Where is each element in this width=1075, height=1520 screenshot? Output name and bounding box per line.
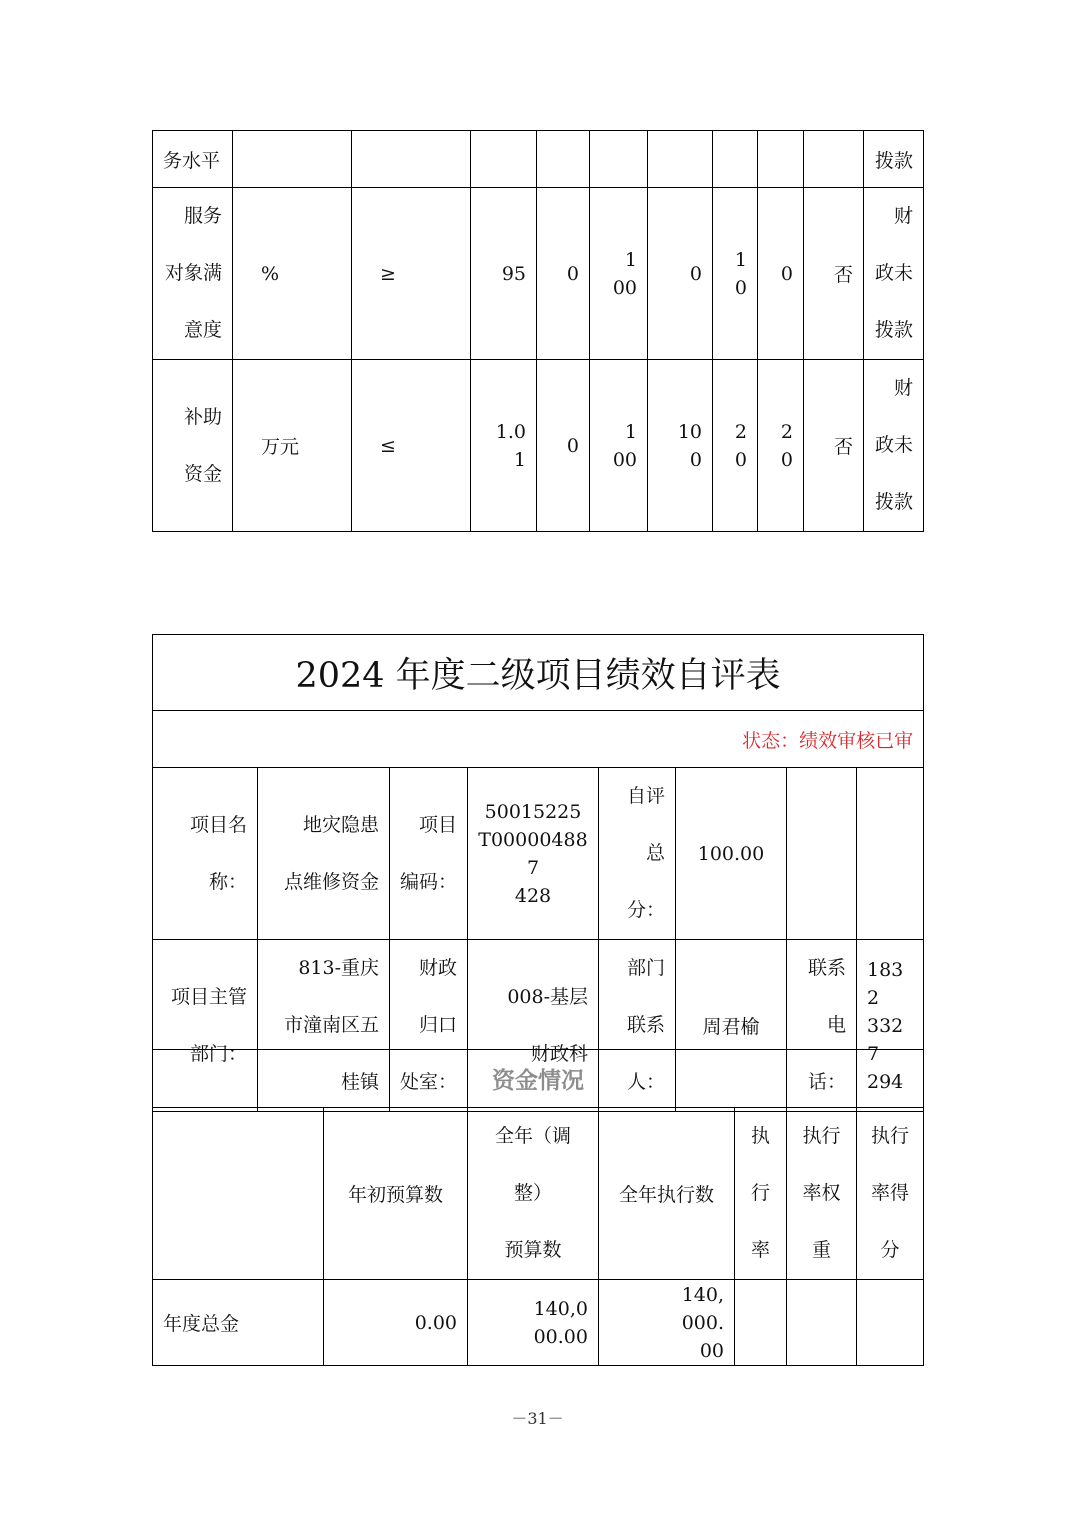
- indicator-cell: 0: [537, 360, 590, 532]
- contact-value: 周君榆: [676, 940, 787, 1112]
- indicator-note: 财 政未 拨款: [864, 188, 924, 360]
- indicator-cell: 否: [804, 360, 864, 532]
- total-execution: 140, 000. 00: [599, 1280, 735, 1366]
- indicator-table: [152, 130, 924, 532]
- funds-table: [152, 1049, 924, 1366]
- funds-section-title: 资金情况: [153, 1050, 924, 1108]
- indicator-name: 补助 资金: [153, 360, 233, 532]
- indicator-cell: 2 0: [758, 360, 804, 532]
- total-initial-budget: 0.00: [324, 1280, 468, 1366]
- indicator-unit: 万元: [233, 360, 352, 532]
- indicator-cell: [648, 131, 713, 188]
- title-row: [153, 635, 924, 711]
- table-row: [153, 188, 924, 360]
- indicator-name: 务水平: [153, 131, 233, 188]
- section-row: [153, 1050, 924, 1108]
- indicator-cell: [804, 131, 864, 188]
- project-code-value: 50015225 T000004887 428: [468, 768, 599, 940]
- header-rate: 执 行 率: [735, 1108, 787, 1280]
- header-adjusted-budget: 全年（调整） 预算数: [468, 1108, 599, 1280]
- indicator-target: 1.0 1: [471, 360, 537, 532]
- indicator-target: [471, 131, 537, 188]
- indicator-cell: [758, 131, 804, 188]
- evaluation-form: [152, 634, 924, 1112]
- indicator-cell: 1 0: [713, 188, 758, 360]
- header-initial-budget: 年初预算数: [324, 1108, 468, 1280]
- table-row: [153, 360, 924, 532]
- header-rate-score: 执行 率得 分: [857, 1108, 924, 1280]
- project-name-value: 地灾隐患 点维修资金: [258, 768, 390, 940]
- indicator-note: 财 政未 拨款: [864, 360, 924, 532]
- dept-label: 项目主管 部门：: [153, 940, 258, 1112]
- dept-value: 813-重庆 市潼南区五 桂镇: [258, 940, 390, 1112]
- total-rate: [735, 1280, 787, 1366]
- indicator-cell: 1 00: [590, 360, 648, 532]
- indicator-cell: [537, 131, 590, 188]
- empty-cell: [857, 768, 924, 940]
- phone-value: 1832 3327 294: [857, 940, 924, 1112]
- table-row: [153, 131, 924, 188]
- empty-cell: [787, 768, 857, 940]
- indicator-name: 服务 对象满 意度: [153, 188, 233, 360]
- indicator-operator: ≤: [352, 360, 471, 532]
- table-header-row: [153, 1108, 924, 1280]
- indicator-cell: 1 00: [590, 188, 648, 360]
- self-score-label: 自评 总分：: [599, 768, 676, 940]
- indicator-unit: [233, 131, 352, 188]
- indicator-operator: ≥: [352, 188, 471, 360]
- indicator-cell: 2 0: [713, 360, 758, 532]
- phone-label: 联系 电话：: [787, 940, 857, 1112]
- total-rate-weight: [787, 1280, 857, 1366]
- header-blank: [153, 1108, 324, 1280]
- indicator-cell: 否: [804, 188, 864, 360]
- indicator-cell: 0: [758, 188, 804, 360]
- self-score-value: 100.00: [676, 768, 787, 940]
- indicator-cell: 10 0: [648, 360, 713, 532]
- project-name-label: 项目名 称：: [153, 768, 258, 940]
- finance-office-label: 财政 归口 处室：: [390, 940, 468, 1112]
- table-row: [153, 768, 924, 940]
- indicator-cell: [590, 131, 648, 188]
- total-rate-score: [857, 1280, 924, 1366]
- project-code-label: 项目 编码：: [390, 768, 468, 940]
- page-number: －31－: [511, 1409, 564, 1428]
- contact-label: 部门 联系 人：: [599, 940, 676, 1112]
- indicator-cell: 0: [648, 188, 713, 360]
- indicator-unit: %: [233, 188, 352, 360]
- total-label: 年度总金: [153, 1280, 324, 1366]
- header-rate-weight: 执行 率权 重: [787, 1108, 857, 1280]
- indicator-note: 拨款: [864, 131, 924, 188]
- status-badge: 状态：绩效审核已审: [153, 711, 924, 768]
- table-row: [153, 1280, 924, 1366]
- header-execution: 全年执行数: [599, 1108, 735, 1280]
- page-title: 2024 年度二级项目绩效自评表: [153, 635, 924, 711]
- total-adjusted-budget: 140,0 00.00: [468, 1280, 599, 1366]
- finance-office-value: 008-基层 财政科: [468, 940, 599, 1112]
- status-row: [153, 711, 924, 768]
- indicator-cell: 0: [537, 188, 590, 360]
- indicator-operator: [352, 131, 471, 188]
- indicator-cell: [713, 131, 758, 188]
- indicator-target: 95: [471, 188, 537, 360]
